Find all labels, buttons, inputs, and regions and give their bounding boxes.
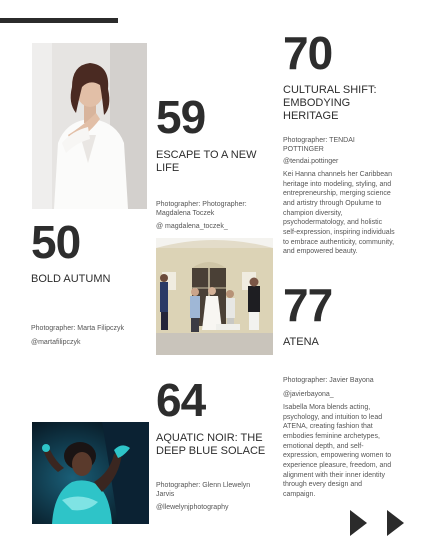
- play-arrow-icon[interactable]: [350, 510, 367, 536]
- photographer-handle[interactable]: @javierbayona_: [283, 391, 334, 398]
- feature-title: CULTURAL SHIFT: EMBODYING HERITAGE: [283, 84, 377, 123]
- photographer-credit: Photographer: Photographer: Magdalena Toczek: [156, 201, 247, 218]
- feature-number: 64: [156, 374, 206, 426]
- photographer-credit: Photographer: Glenn Llewelyn Jarvis: [156, 482, 251, 499]
- feature-description: Kei Hanna channels her Caribbean heritage into modeling, styling, and entrepreneurship, merging science and artistry through Opulume to champion diversity, psychodermatology, and holistic self-expression, inspiring individuals to embrace authenticity, community, and empowered beauty.: [283, 171, 395, 256]
- photographer-handle[interactable]: @martafilipczyk: [31, 339, 81, 346]
- feature-number: 50: [31, 216, 81, 268]
- photographer-credit: Photographer: Marta Filipczyk: [31, 325, 124, 332]
- feature-title: BOLD AUTUMN: [31, 273, 111, 285]
- feature-title: AQUATIC NOIR: THE DEEP BLUE SOLACE: [156, 432, 266, 458]
- photographer-credit: Photographer: Javier Bayona: [283, 377, 374, 384]
- photo-aquatic-noir: [32, 422, 149, 524]
- photographer-credit: Photographer: TENDAI POTTINGER: [283, 137, 355, 154]
- photographer-handle[interactable]: @tendai.pottinger: [283, 158, 339, 165]
- feature-title: ATENA: [283, 336, 319, 348]
- photo-escape-new-life: [156, 238, 273, 355]
- photographer-handle[interactable]: @llewelynjphotography: [156, 504, 229, 511]
- top-rule: [0, 18, 118, 23]
- photographer-handle[interactable]: @ magdalena_toczek_: [156, 223, 228, 230]
- photo-bold-autumn: [32, 43, 147, 209]
- feature-number: 59: [156, 91, 206, 143]
- feature-number: 77: [283, 279, 333, 331]
- feature-description: Isabella Mora blends acting, psychology, and intuition to lead ATENA, creating fashion that embodies feminine archetypes, emotional depth, and self-expression, empowering women to experience pleasure, freedom, and alignment with their inner identity through every design and campaign.: [283, 404, 392, 498]
- feature-number: 70: [283, 27, 333, 79]
- play-arrow-icon[interactable]: [387, 510, 404, 536]
- feature-title: ESCAPE TO A NEW LIFE: [156, 149, 257, 175]
